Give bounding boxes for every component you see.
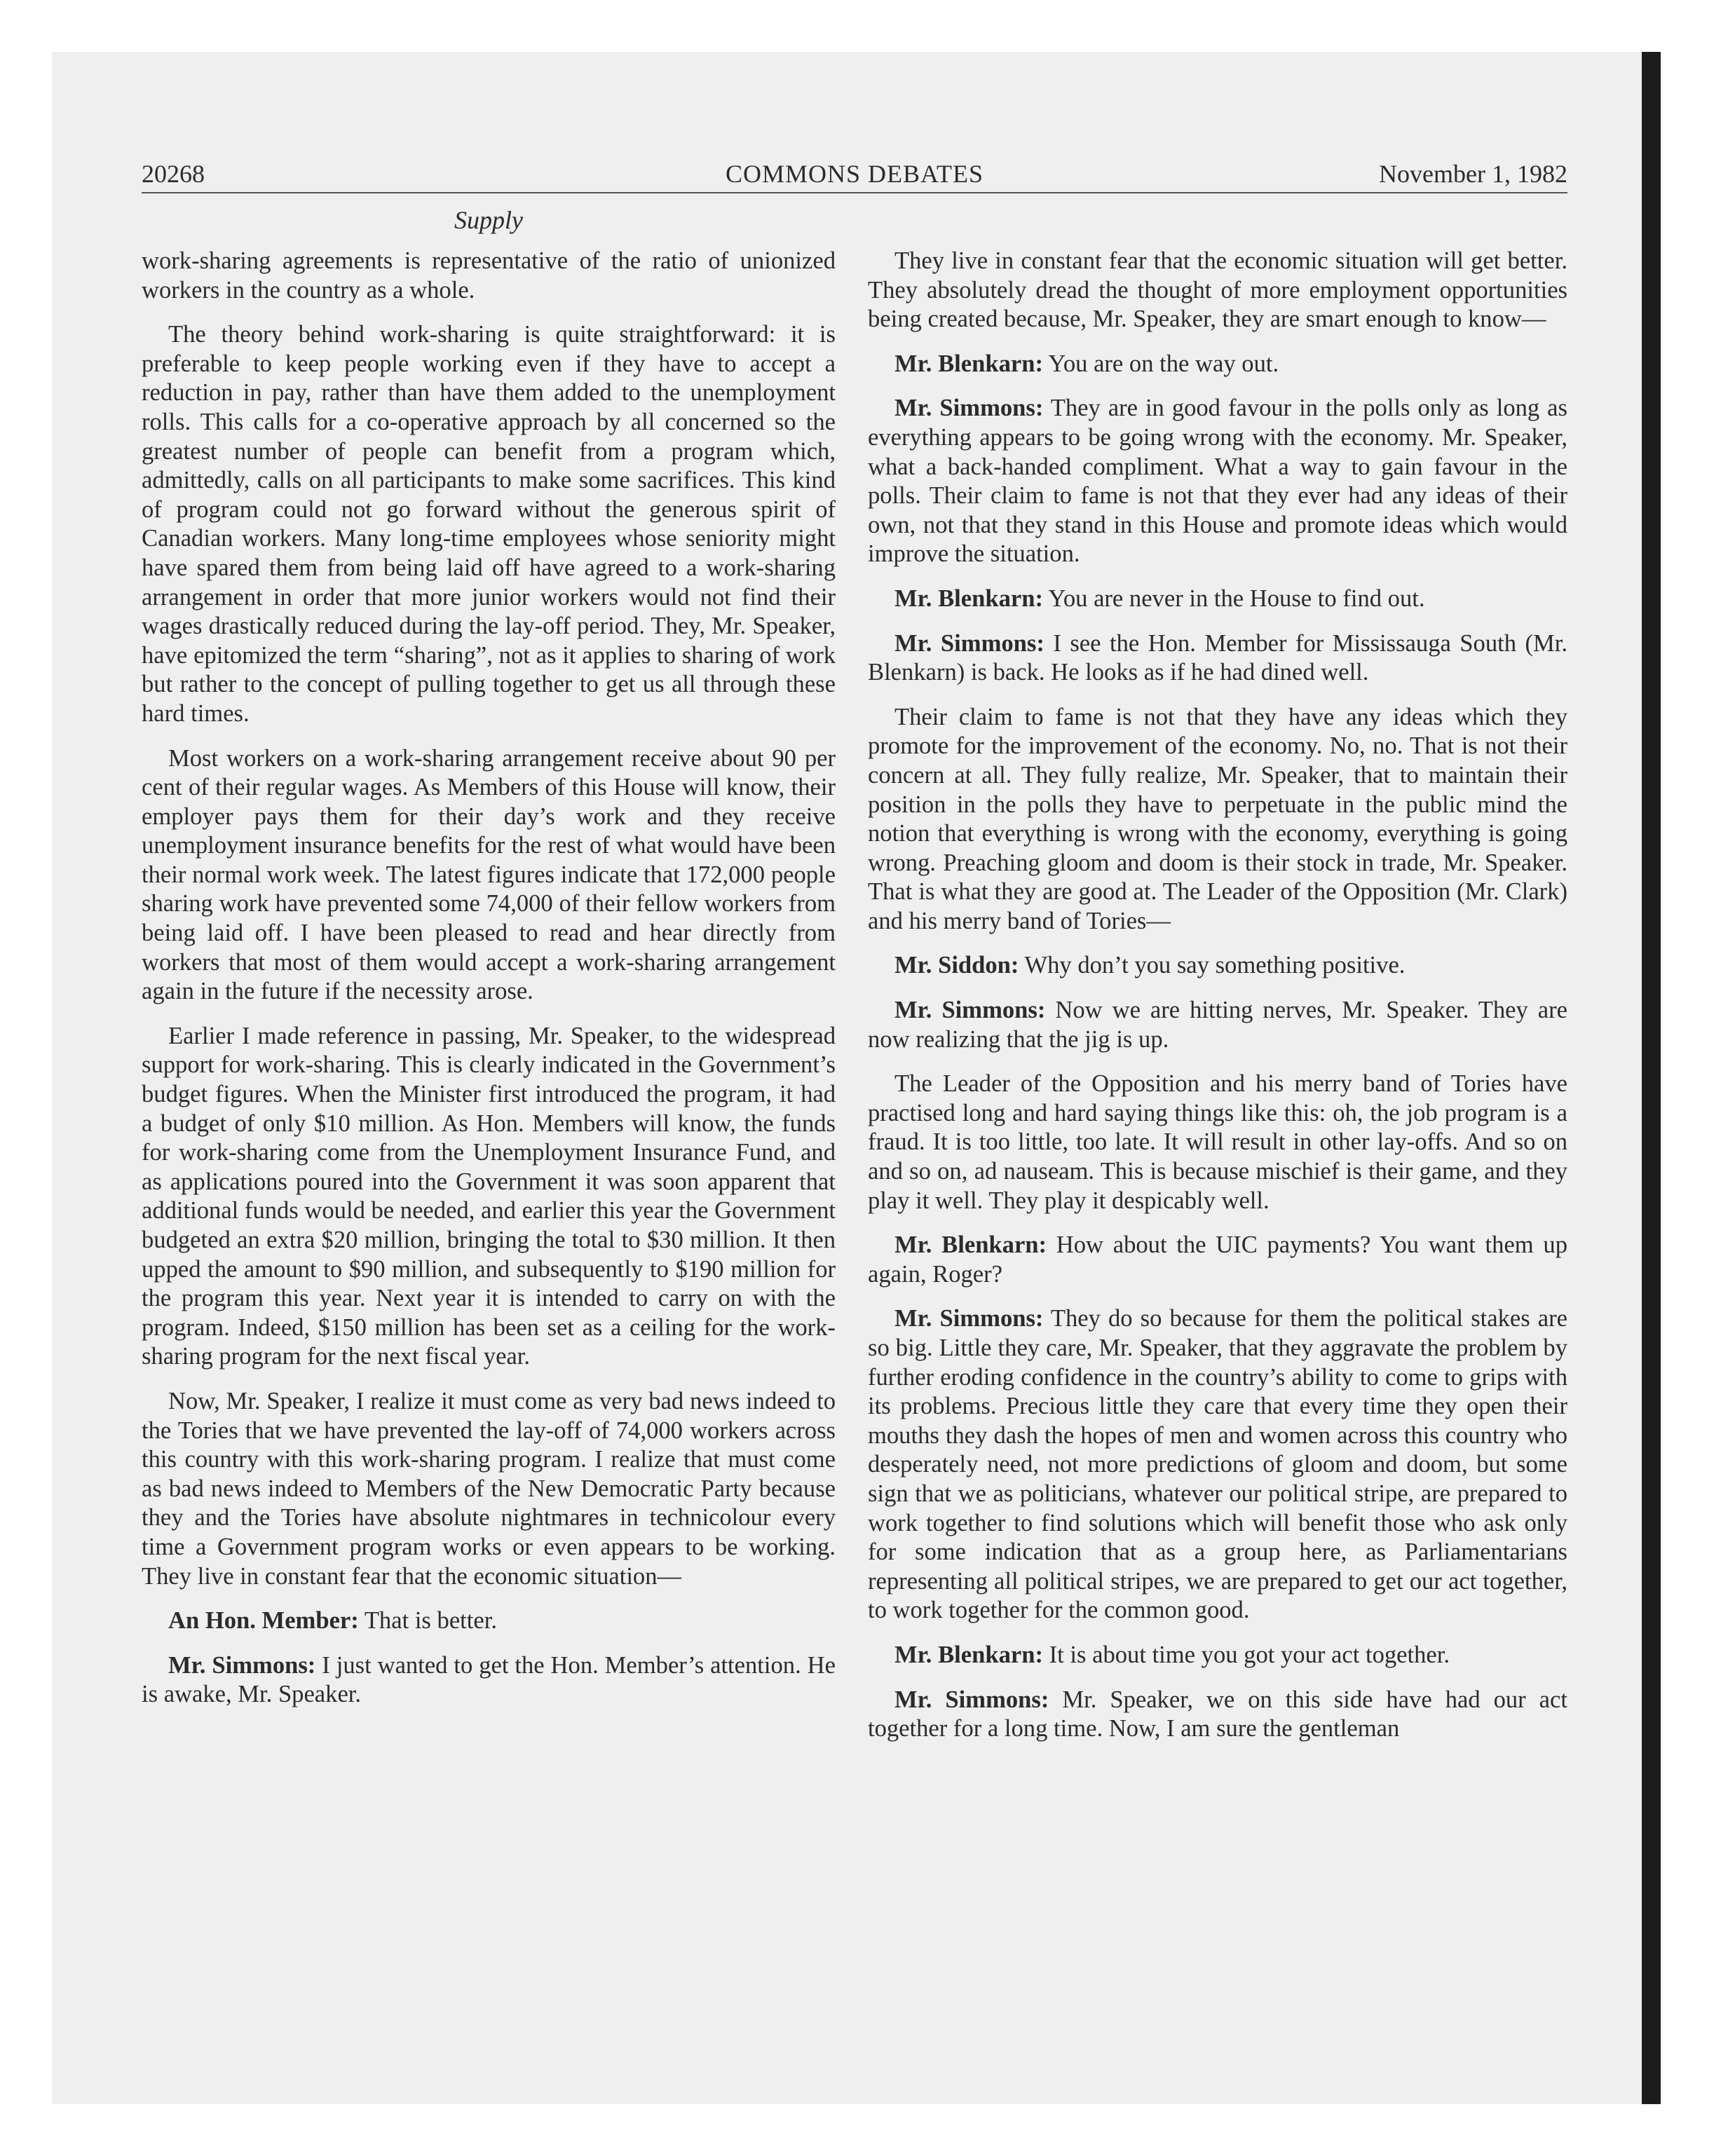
- paragraph: [868, 247, 1567, 334]
- paragraph-text: You are on the way out.: [1048, 350, 1279, 377]
- paragraph: [868, 1231, 1567, 1289]
- right-column: [868, 247, 1567, 1759]
- speaker-name: Mr. Blenkarn:: [894, 1641, 1043, 1668]
- speaker-name: Mr. Blenkarn:: [894, 585, 1043, 612]
- paragraph-text: work-sharing agreements is representative of the ratio of unionized workers in the country as a whole.: [142, 247, 836, 303]
- paragraph: [868, 585, 1567, 614]
- paragraph-text: The Leader of the Opposition and his merry band of Tories have practised long and hard saying things like this: oh, the job program is a fraud. It is too little, too late. It will result in other lay-offs. And so on and so on, ad nauseam. This is because mischief is their game, and they play it well. They play it despicably well.: [868, 1070, 1567, 1214]
- paragraph: [142, 744, 836, 1007]
- speaker-name: Mr. Simmons:: [894, 1686, 1049, 1713]
- speaker-name: Mr. Simmons:: [894, 997, 1046, 1024]
- paragraph-text: Now we are hitting nerves, Mr. Speaker. They are now realizing that the jig is up.: [868, 997, 1567, 1053]
- paragraph-text: They are in good favour in the polls only as long as everything appears to be going wrong with the economy. Mr. Speaker, what a back-handed compliment. What a way to gain favour in the polls. Their claim to fame is not that they ever had any ideas of their own, not that they stand in this House and promote ideas which would improve the situation.: [868, 395, 1567, 568]
- paragraph-text: I just wanted to get the Hon. Member’s attention. He is awake, Mr. Speaker.: [142, 1651, 836, 1708]
- speaker-name: Mr. Blenkarn:: [894, 350, 1043, 377]
- paragraph-text: Most workers on a work-sharing arrangement receive about 90 per cent of their regular wages. As Members of this House will know, their employer pays them for their day’s work and they receive unemployment insurance benefits for the rest of what would have been their normal work week. The latest figures indicate that 172,000 people sharing work have prevented some 74,000 of their fellow workers from being laid off. I have been pleased to read and hear directly from workers that most of them would accept a work-sharing arrangement again in the future if the necessity arose.: [142, 744, 836, 1005]
- left-column: [142, 247, 836, 1725]
- speaker-name: Mr. Simmons:: [894, 629, 1045, 657]
- running-header: [142, 156, 1567, 193]
- publication-date: November 1, 1982: [1379, 160, 1567, 188]
- paragraph: [142, 1387, 836, 1591]
- paragraph-text: Why don’t you say something positive.: [1024, 952, 1406, 979]
- paragraph: [868, 951, 1567, 981]
- speaker-name: Mr. Simmons:: [894, 1305, 1044, 1332]
- paragraph-text: Mr. Speaker, we on this side have had our act together for a long time. Now, I am sure the gentleman: [868, 1686, 1567, 1742]
- speaker-name: Mr. Simmons:: [894, 395, 1044, 422]
- paragraph: [142, 1606, 836, 1636]
- paragraph: [142, 1022, 836, 1372]
- paragraph-text: Their claim to fame is not that they have any ideas which they promote for the improvement of the economy. No, no. That is not their concern at all. They fully realize, Mr. Speaker, that to maintain their position in the polls they have to perpetuate in the public mind the notion that everything is wrong with the economy, everything is going wrong. Preaching gloom and doom is their stock in trade, Mr. Speaker. That is what they are good at. The Leader of the Opposition (Mr. Clark) and his merry band of Tories—: [868, 703, 1567, 934]
- paragraph-text: That is better.: [364, 1607, 497, 1635]
- paragraph-text: Earlier I made reference in passing, Mr. Speaker, to the widespread support for work-sharing. This is clearly indicated in the Government’s budget figures. When the Minister first introduced the program, it had a budget of only $10 million. As Hon. Members will know, the funds for work-sharing come from the Unemployment Insurance Fund, and as applications poured into the Government it was soon apparent that additional funds would be needed, and earlier this year the Government budgeted an extra $20 million, bringing the total to $30 million. It then upped the amount to $90 million, and subsequently to $190 million for the program this year. Next year it is intended to carry on with the program. Indeed, $150 million has been set as a ceiling for the work-sharing program for the next fiscal year.: [142, 1022, 836, 1370]
- speaker-name: Mr. Blenkarn:: [894, 1231, 1047, 1259]
- paragraph: [142, 320, 836, 728]
- paragraph: [142, 1651, 836, 1710]
- paragraph: [868, 629, 1567, 688]
- paragraph-text: It is about time you got your act together.: [1049, 1641, 1450, 1668]
- paragraph: [868, 703, 1567, 936]
- speaker-name: An Hon. Member:: [168, 1607, 359, 1635]
- paragraph-text: Now, Mr. Speaker, I realize it must come as very bad news indeed to the Tories that we have prevented the lay-off of 74,000 workers across this country with this work-sharing program. I realize that must come as bad news indeed to Members of the New Democratic Party because they and the Tories have absolute nightmares in technicolour every time a Government program works or even appears to be working. They live in constant fear that the economic situation—: [142, 1387, 836, 1590]
- paragraph-text: The theory behind work-sharing is quite straightforward: it is preferable to keep people working even if they have to accept a reduction in pay, rather than have them added to the unemployment rolls. This calls for a co-operative approach by all concerned so the greatest number of people can benefit from a program which, admittedly, calls on all participants to make some sacrifices. This kind of program could not go forward without the generous spirit of Canadian workers. Many long-time employees whose seniority might have spared them from being laid off have agreed to a work-sharing arrangement in order that more junior workers would not find their wages drastically reduced during the lay-off period. They, Mr. Speaker, have epitomized the term “sharing”, not as it applies to sharing of work but rather to the concept of pulling together to get us all through these hard times.: [142, 321, 836, 727]
- publication-title: COMMONS DEBATES: [725, 160, 984, 188]
- paragraph-text: They live in constant fear that the economic situation will get better. They absolutely dread the thought of more employment opportunities being created because, Mr. Speaker, they are smart enough to know—: [868, 247, 1567, 333]
- paragraph-text: How about the UIC payments? You want them up again, Roger?: [868, 1231, 1568, 1288]
- section-title: Supply: [454, 206, 523, 234]
- paragraph: [868, 1641, 1567, 1670]
- paragraph: [142, 247, 836, 305]
- paragraph: [868, 1686, 1567, 1744]
- speaker-name: Mr. Siddon:: [894, 952, 1019, 979]
- paragraph-text: I see the Hon. Member for Mississauga South (Mr. Blenkarn) is back. He looks as if he had dined well.: [868, 629, 1567, 686]
- paragraph: [868, 350, 1567, 379]
- paragraph: [868, 1304, 1567, 1625]
- paragraph-text: They do so because for them the political stakes are so big. Little they care, Mr. Speaker, that they aggravate the problem by further eroding confidence in the country’s ability to come to grips with its problems. Precious little they care that every time they open their mouths they dash the hopes of men and women across this country who desperately need, not more predictions of gloom and doom, but some sign that we as politicians, whatever our political stripe, are prepared to work together to find solutions which will benefit those who ask only for some indication that as a group here, as Parliamentarians representing all political stripes, we are prepared to get our act together, to work together for the common good.: [868, 1305, 1567, 1624]
- paragraph: [868, 996, 1567, 1054]
- scan-edge-bar: [1642, 52, 1661, 2104]
- speaker-name: Mr. Simmons:: [168, 1651, 316, 1679]
- paragraph: [868, 1070, 1567, 1215]
- paragraph-text: You are never in the House to find out.: [1048, 585, 1425, 612]
- paragraph: [868, 394, 1567, 569]
- page-number: 20268: [142, 160, 205, 188]
